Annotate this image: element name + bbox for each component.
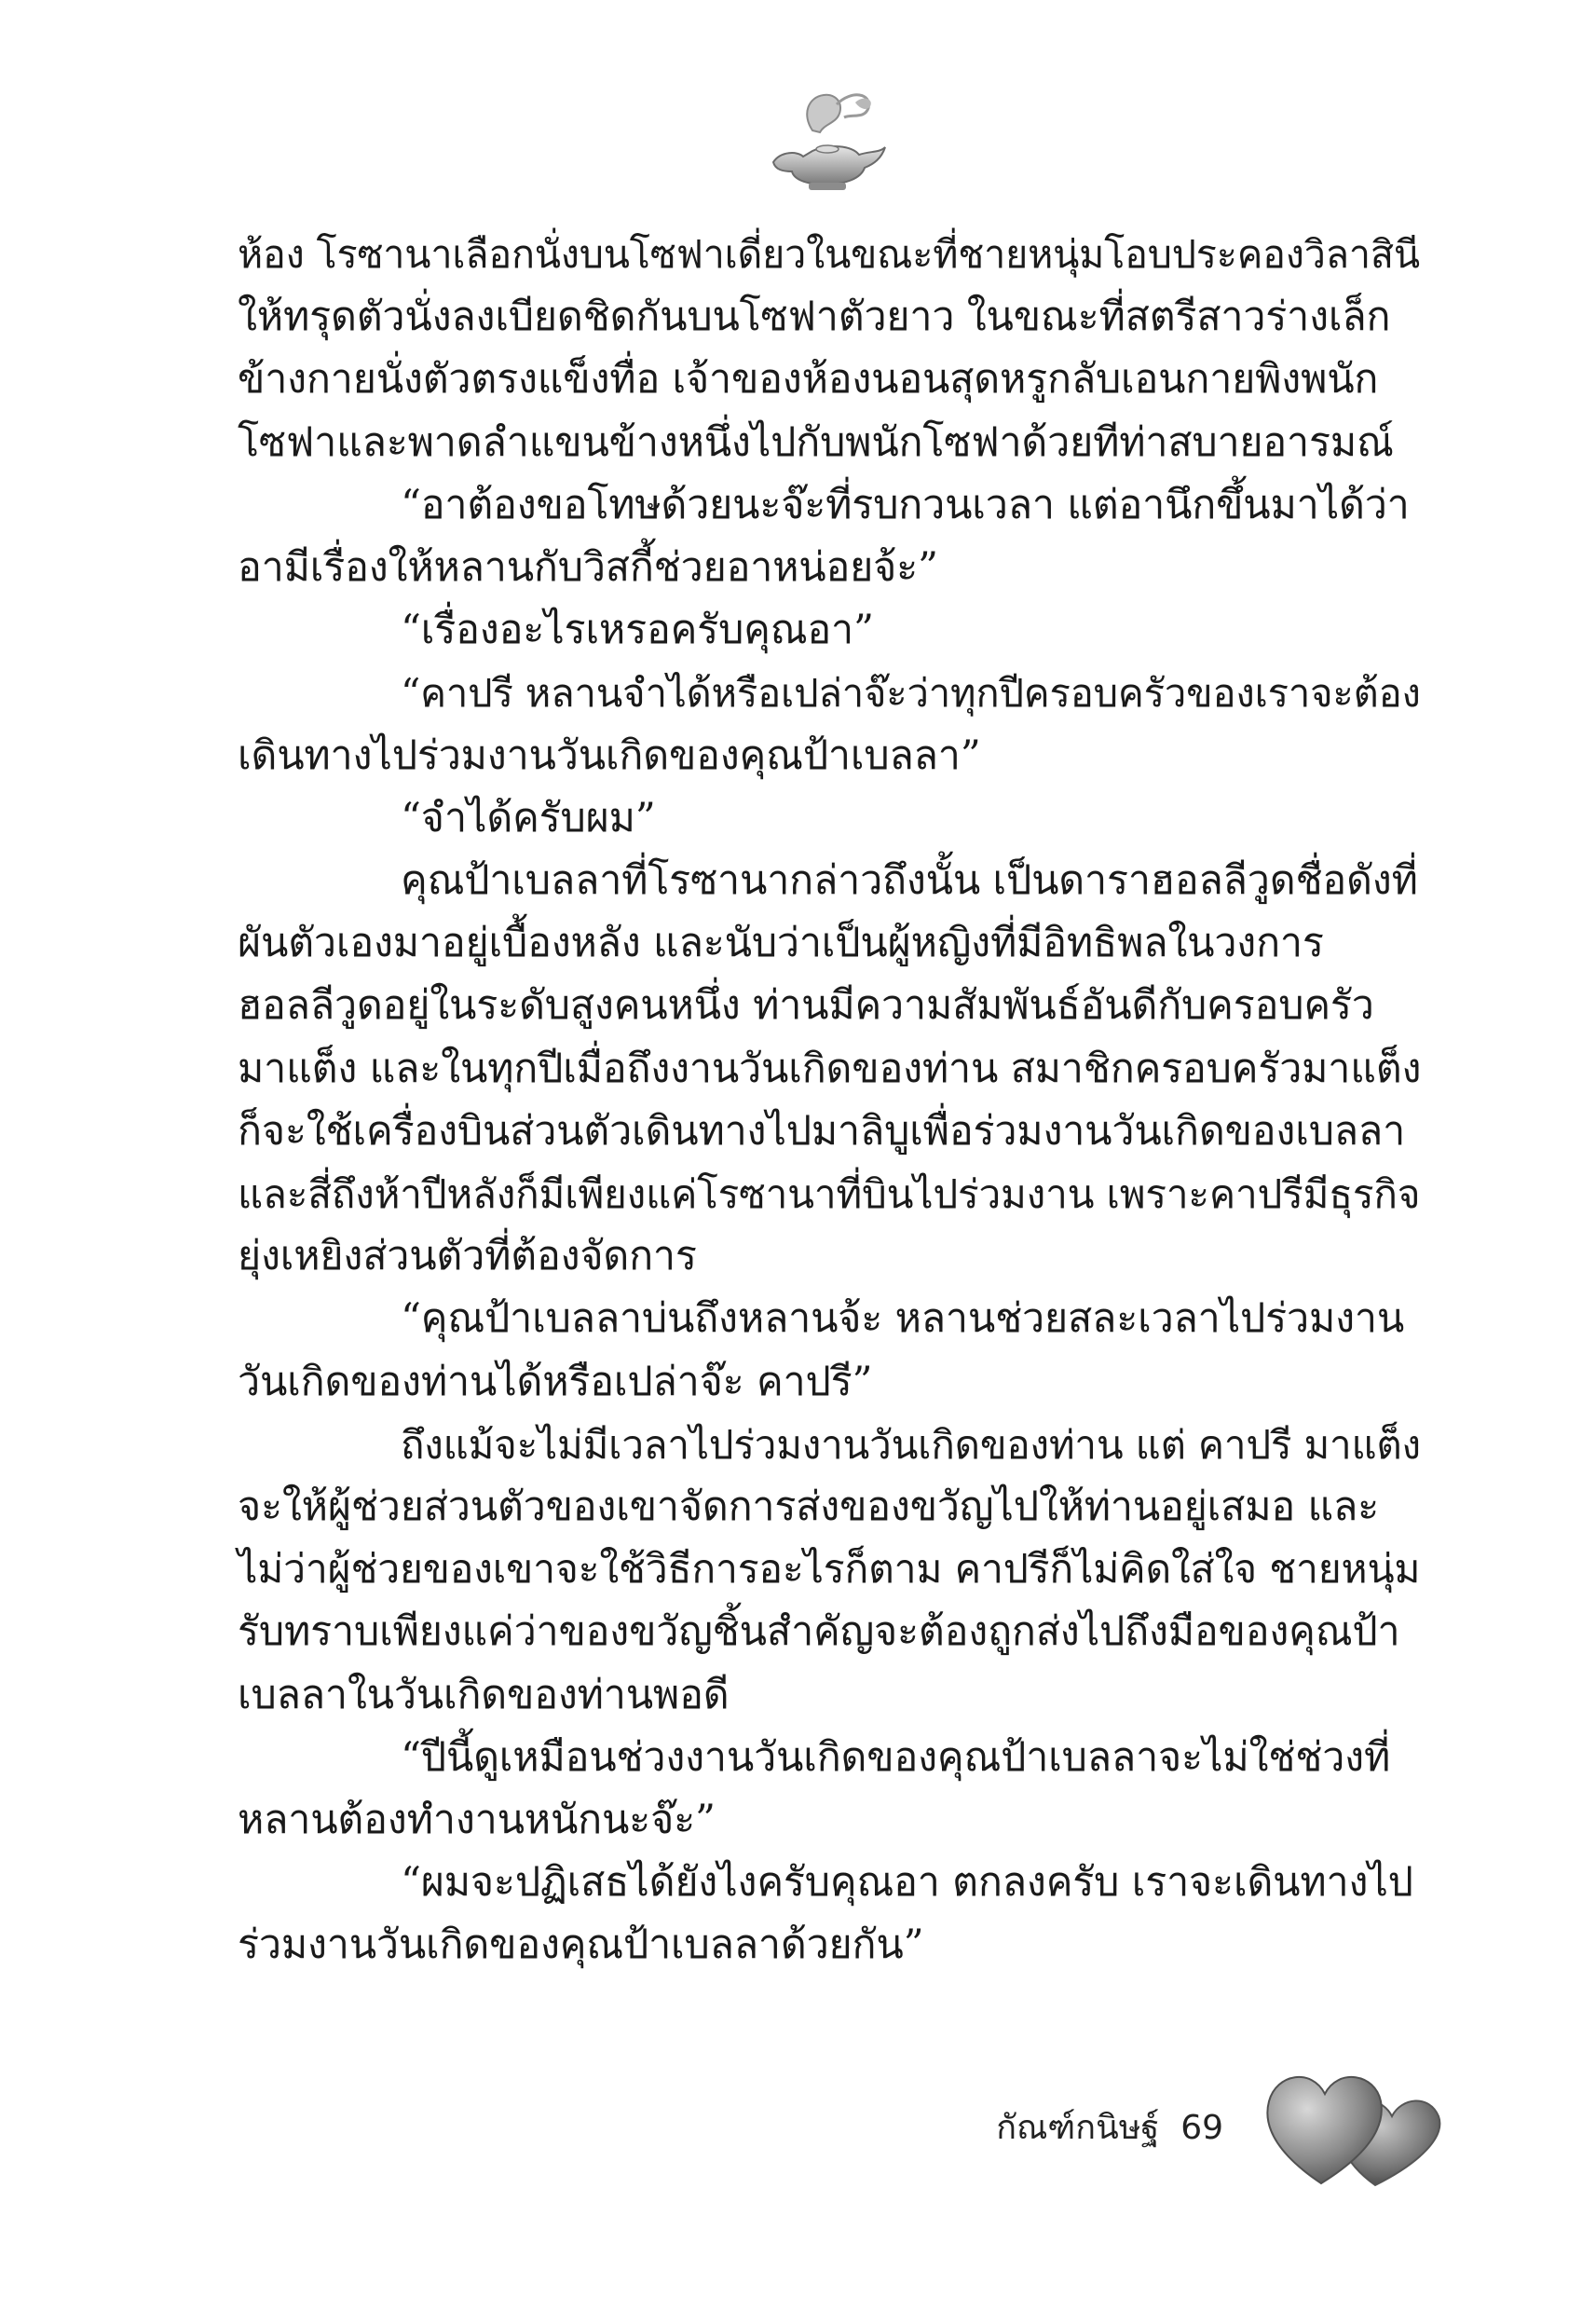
genie-lamp-cupid-icon xyxy=(755,86,894,198)
text-line: มาแต็ง และในทุกปีเมื่อถึงงานวันเกิดของท่าน สมาชิกครอบครัวมาแต็ง xyxy=(238,1045,1422,1092)
text-line: “คาปรี หลานจำได้หรือเปล่าจ๊ะว่าทุกปีครอบครัวของเราจะต้อง xyxy=(401,670,1421,717)
text-line: ก็จะใช้เครื่องบินส่วนตัวเดินทางไปมาลิบูเพื่อร่วมงานวันเกิดของเบลลา xyxy=(238,1107,1406,1155)
text-line: “ปีนี้ดูเหมือนช่วงงานวันเกิดของคุณป้าเบลลาจะไม่ใช่ช่วงที่ xyxy=(401,1733,1391,1781)
text-line: รับทราบเพียงแค่ว่าของขวัญชิ้นสำคัญจะต้องถูกส่งไปถึงมือของคุณป้า xyxy=(238,1608,1400,1656)
text-line: “เรื่องอะไรเหรอครับคุณอา” xyxy=(401,607,874,654)
text-line: “อาต้องขอโทษด้วยนะจ๊ะที่รบกวนเวลา แต่อานึกขึ้นมาได้ว่า xyxy=(401,481,1410,528)
text-line: เดินทางไปร่วมงานวันเกิดของคุณป้าเบลลา” xyxy=(238,732,981,779)
text-line: ร่วมงานวันเกิดของคุณป้าเบลลาด้วยกัน” xyxy=(238,1921,924,1969)
text-line: และสี่ถึงห้าปีหลังก็มีเพียงแค่โรซานาที่บินไปร่วมงาน เพราะคาปรีมีธุรกิจ xyxy=(238,1171,1421,1218)
book-title: กัณฑ์กนิษฐ์ xyxy=(996,2109,1160,2147)
text-line: “คุณป้าเบลลาบ่นถึงหลานจ้ะ หลานช่วยสละเวลาไปร่วมงาน xyxy=(401,1295,1405,1343)
text-line: วันเกิดของท่านได้หรือเปล่าจ๊ะ คาปรี” xyxy=(238,1358,873,1405)
text-line: ห้อง โรซานาเลือกนั่งบนโซฟาเดี่ยวในขณะที่ชายหนุ่มโอบประคองวิลาสินี xyxy=(238,232,1420,277)
body-text xyxy=(238,224,1421,1977)
text-line: ยุ่งเหยิงส่วนตัวที่ต้องจัดการ xyxy=(238,1233,697,1280)
text-line: เบลลาในวันเกิดของท่านพอดี xyxy=(238,1671,730,1718)
text-line: โซฟาและพาดลำแขนข้างหนึ่งไปกับพนักโซฟาด้วยทีท่าสบายอารมณ์ xyxy=(238,418,1394,466)
page-footer xyxy=(996,2100,1223,2154)
text-line: คุณป้าเบลลาที่โรซานากล่าวถึงนั้น เป็นดาราฮอลลีวูดชื่อดังที่ xyxy=(401,857,1418,905)
text-line: อามีเรื่องให้หลานกับวิสกี้ช่วยอาหน่อยจ้ะ” xyxy=(238,544,938,592)
text-line: ถึงแม้จะไม่มีเวลาไปร่วมงานวันเกิดของท่าน แต่ คาปรี มาแต็ง xyxy=(401,1421,1421,1468)
text-line: ไม่ว่าผู้ช่วยของเขาจะใช้วิธีการอะไรก็ตาม คาปรีก็ไม่คิดใส่ใจ ชายหนุ่ม xyxy=(238,1546,1421,1593)
text-line: “จำได้ครับผม” xyxy=(401,794,656,841)
text-line: จะให้ผู้ช่วยส่วนตัวของเขาจัดการส่งของขวัญไปให้ท่านอยู่เสมอ และ xyxy=(238,1484,1380,1531)
text-line: ข้างกายนั่งตัวตรงแข็งทื่อ เจ้าของห้องนอนสุดหรูกลับเอนกายพิงพนัก xyxy=(238,356,1379,403)
page-number: 69 xyxy=(1180,2109,1223,2147)
text-line: ฮอลลีวูดอยู่ในระดับสูงคนหนึ่ง ท่านมีความสัมพันธ์อันดีกับครอบครัว xyxy=(238,982,1374,1030)
text-line: ให้ทรุดตัวนั่งลงเบียดชิดกันบนโซฟาตัวยาว ในขณะที่สตรีสาวร่างเล็ก xyxy=(238,294,1391,341)
text-line: ผันตัวเองมาอยู่เบื้องหลัง และนับว่าเป็นผู้หญิงที่มีอิทธิพลในวงการ xyxy=(238,920,1324,967)
hearts-icon xyxy=(1256,2045,1442,2195)
text-line: “ผมจะปฏิเสธได้ยังไงครับคุณอา ตกลงครับ เราจะเดินทางไป xyxy=(401,1859,1413,1907)
text-line: หลานต้องทำงานหนักนะจ๊ะ” xyxy=(238,1797,716,1844)
